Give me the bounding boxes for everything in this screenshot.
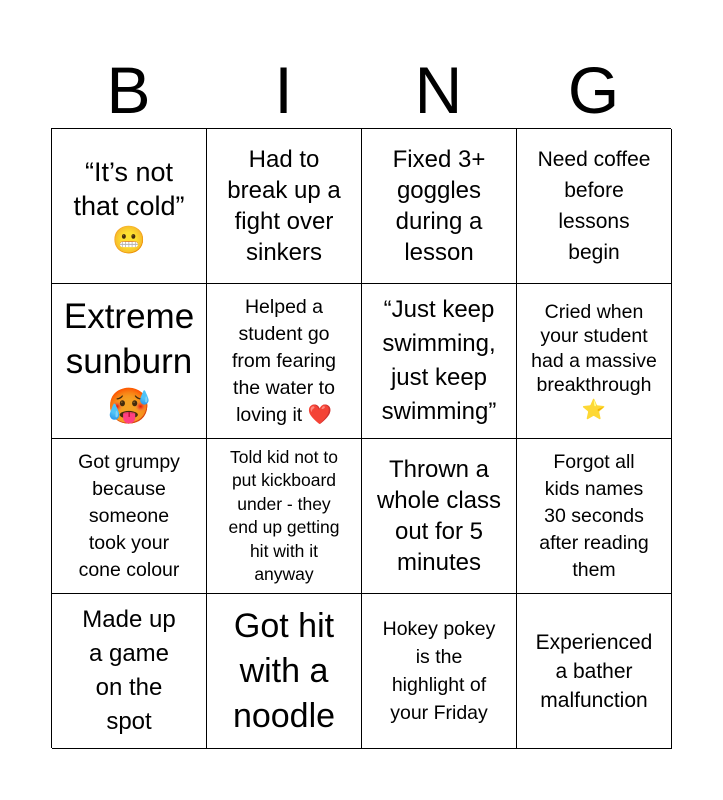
bingo-cell[interactable] — [207, 594, 362, 749]
cell-label: Hokey pokey is the highlight of your Friday — [382, 618, 496, 724]
cell-label: Cried when your student had a massive breakthrough ⭐ — [531, 300, 657, 421]
bingo-cell[interactable] — [362, 439, 517, 594]
header-letter-g: G — [567, 53, 620, 127]
bingo-cell[interactable] — [52, 439, 207, 594]
cell-label: Told kid not to put kickboard under - they end up getting hit with it anyway — [228, 446, 340, 584]
cell-label: Forgot all kids names 30 seconds after reading them — [539, 450, 649, 581]
bingo-cell[interactable] — [362, 129, 517, 284]
header-letter-b: B — [106, 53, 151, 127]
bingo-cell[interactable] — [517, 129, 672, 284]
bingo-cell[interactable] — [52, 284, 207, 439]
bingo-grid — [51, 128, 671, 748]
cell-label: Helped a student go from fearing the water to loving it ❤️ — [231, 295, 337, 426]
cell-label: Extreme sunburn 🥵 — [63, 296, 195, 426]
cell-label: Fixed 3+ goggles during a lesson — [392, 146, 486, 266]
bingo-cell[interactable] — [517, 594, 672, 749]
cell-label: Experienced a bather malfunction — [535, 630, 653, 712]
bingo-header — [51, 52, 671, 128]
bingo-cell[interactable] — [207, 284, 362, 439]
cell-label: Need coffee before lessons begin — [537, 148, 651, 264]
bingo-cell[interactable] — [207, 129, 362, 284]
cell-label: Made up a game on the spot — [82, 606, 176, 735]
bingo-cell[interactable] — [207, 439, 362, 594]
header-letter-i: I — [274, 53, 293, 127]
cell-label: “Just keep swimming, just keep swimming” — [381, 296, 497, 425]
bingo-cell[interactable] — [517, 284, 672, 439]
cell-label: Thrown a whole class out for 5 minutes — [376, 456, 502, 576]
bingo-cell[interactable] — [517, 439, 672, 594]
cell-label: “It’s not that cold” 😬 — [73, 157, 185, 255]
cell-label: Got grumpy because someone took your cone colour — [78, 450, 180, 581]
bingo-cell[interactable] — [362, 594, 517, 749]
cell-label: Got hit with a noodle — [232, 606, 336, 735]
bingo-cell[interactable] — [362, 284, 517, 439]
bingo-cell[interactable] — [52, 129, 207, 284]
cell-label: Had to break up a fight over sinkers — [227, 146, 341, 266]
header-letter-n: N — [414, 53, 463, 127]
bingo-cell[interactable] — [52, 594, 207, 749]
